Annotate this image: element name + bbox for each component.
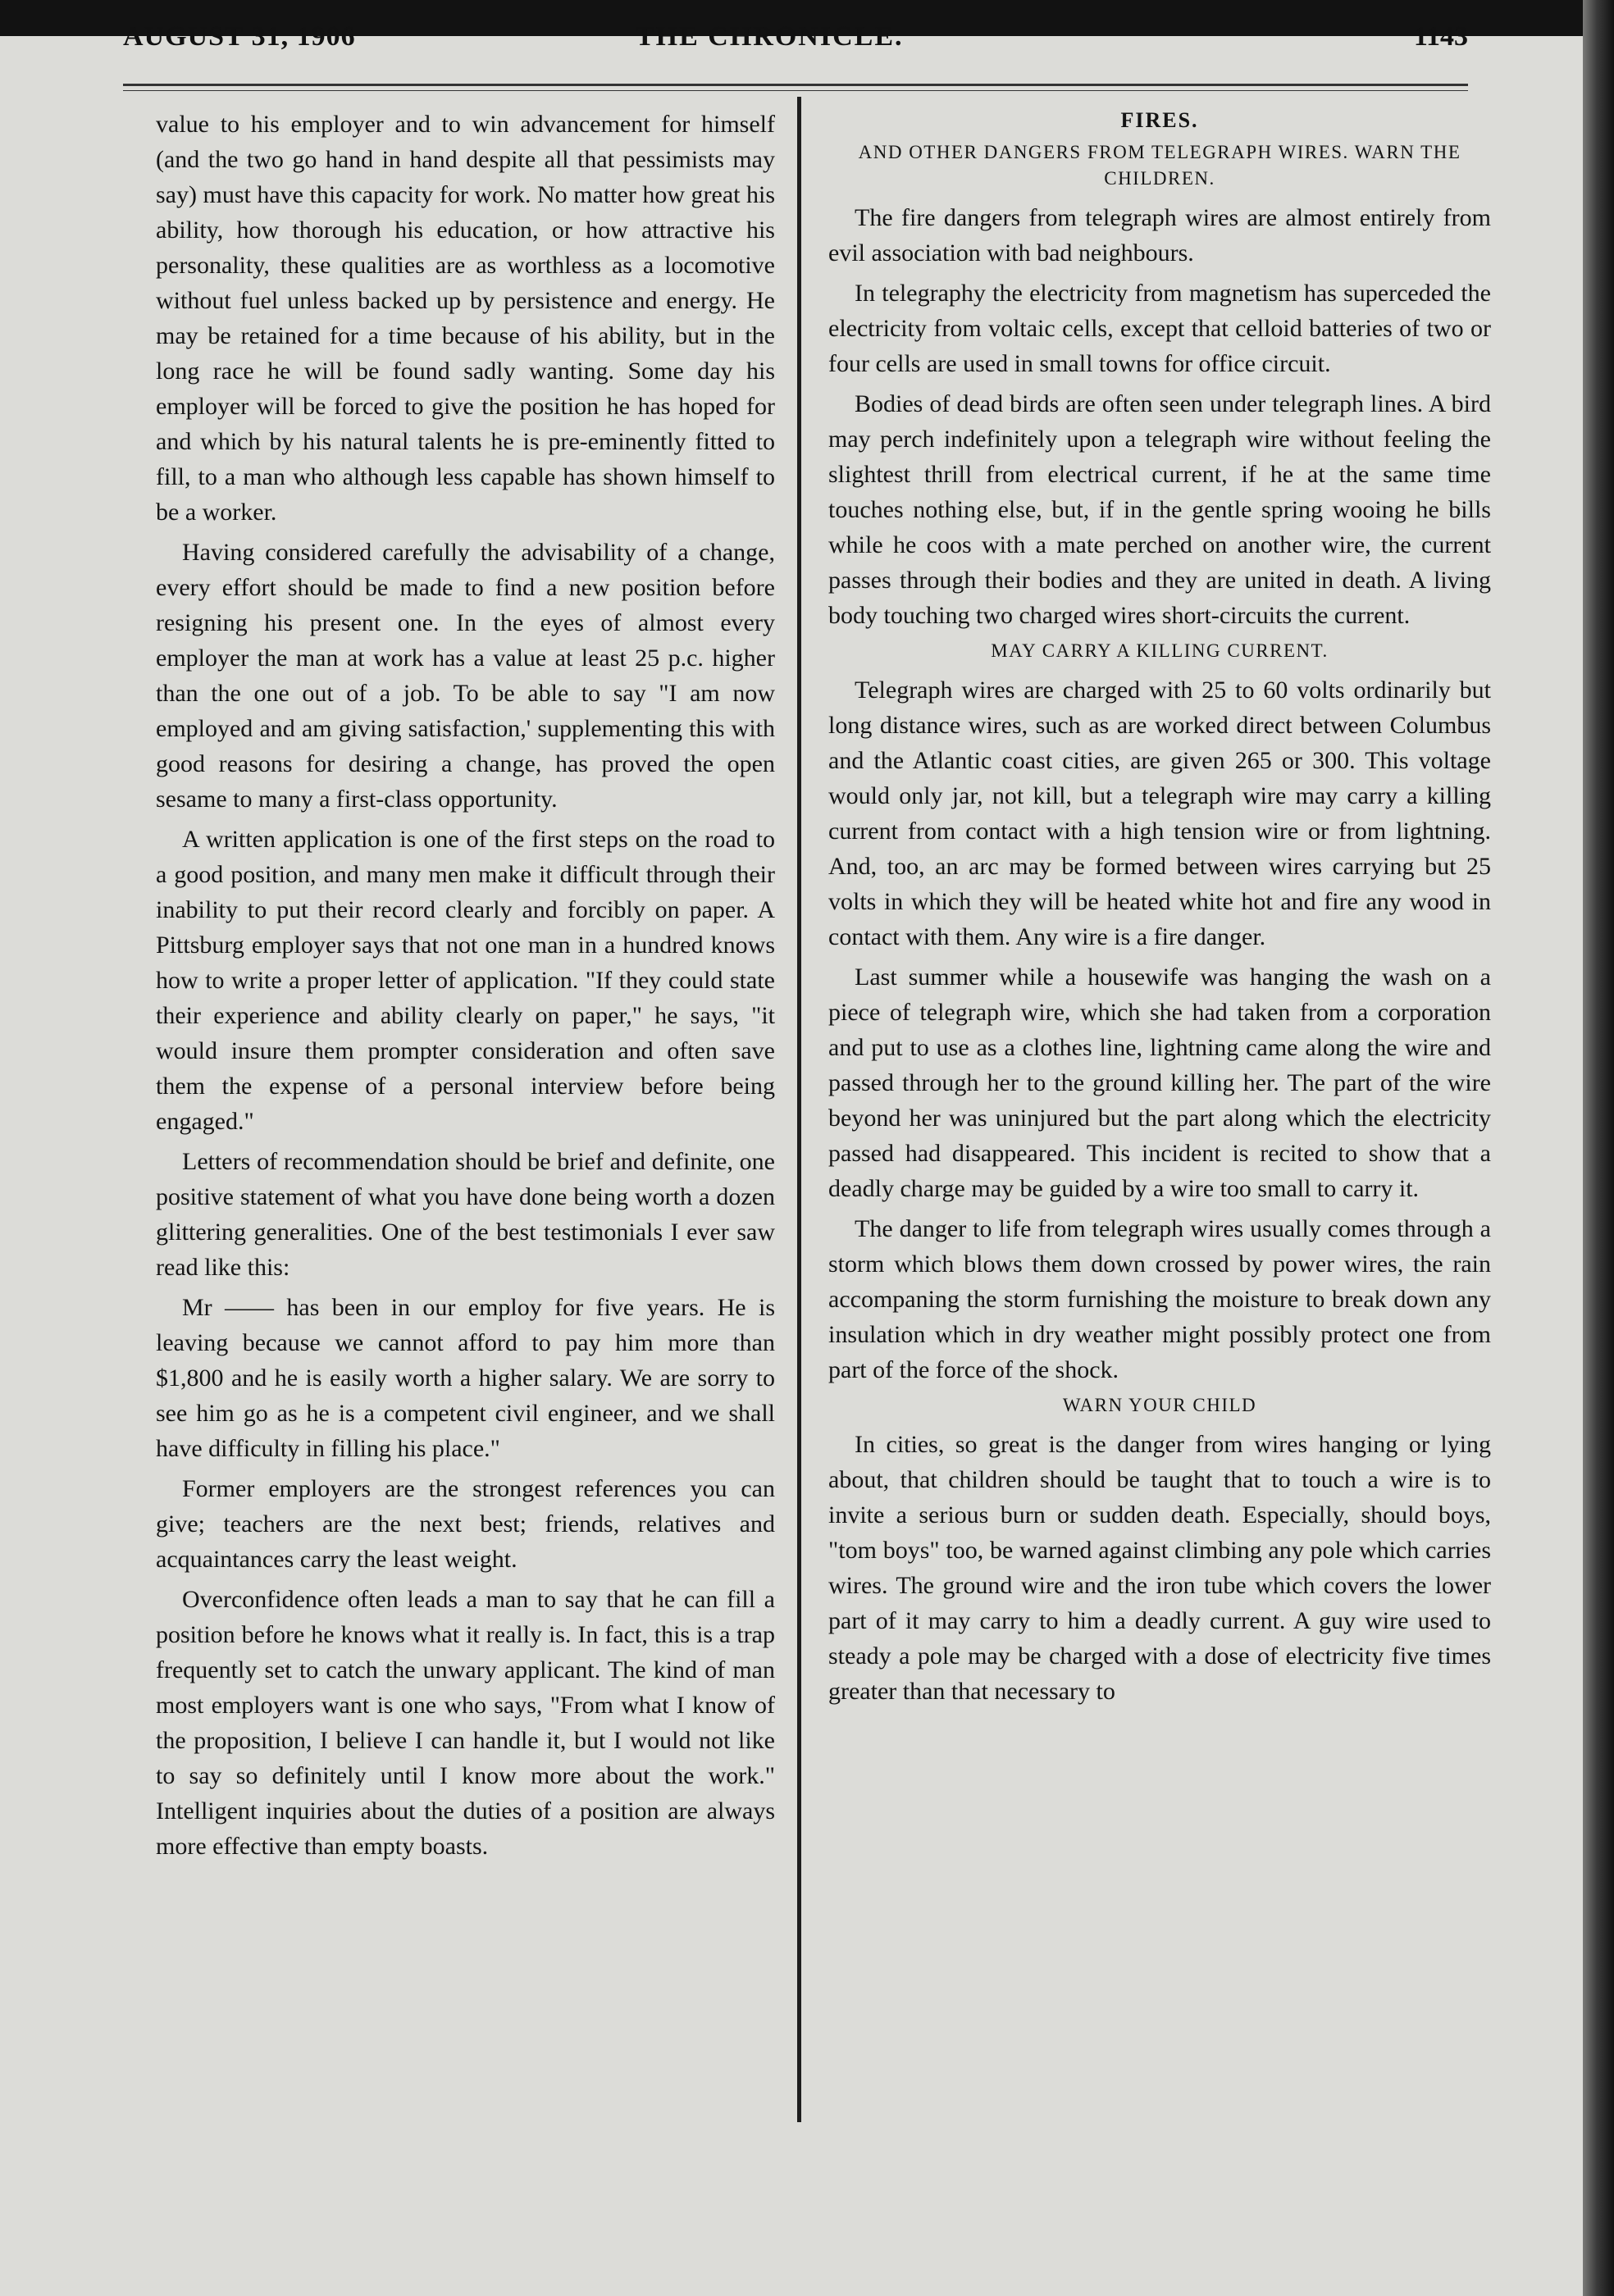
subheading-warn-your-child: WARN YOUR CHILD [1062,1395,1257,1415]
header-rule [123,84,1468,86]
left-testimonial-quote: Mr —— has been in our employ for five years. He is leaving because we cannot afford to pay him more than $1,800 and he is easily worth a higher salary. We are sorry to see him go as he is a competent civil engineer, and we shall have difficulty in filling his place." [156,1294,775,1462]
left-paragraph-3: A written application is one of the first steps on the road to a good position, and many men make it difficult through their inability to put their record clearly and forcibly on paper. A Pittsburg employer says that not one man in a hundred knows how to write a proper letter of application. "If they could state their experience and ability clearly on paper," he says, "it would insure them prompter consideration and often save them the expense of a personal interview before being engaged." [156,826,775,1135]
right-paragraph-5: Last summer while a housewife was hanging the wash on a piece of telegraph wire, which she had taken from a corporation and put to use as a clothes line, lightning came along the wire and passed through her to the ground killing her. The part of the wire beyond her was uninjured but the part along which the electricity passed had disappeared. This incident is recited to show that a deadly charge may be guided by a wire too small to carry it. [828,963,1491,1202]
left-paragraph-1: value to his employer and to win advancement for himself (and the two go hand in hand despite all that pessimists may say) must have this capacity for work. No matter how great his ability, how thorough his education, or how attractive his personality, these qualities are as worthless as a locomotive without fuel unless backed up by persistence and energy. He may be retained for a time because of his ability, but in the long race he will be found sadly wanting. Some day his employer will be forced to give the position he has hoped for and which by his natural talents he is pre-eminently fitted to fill, to a man who although less capable has shown himself to be a worker. [156,111,775,526]
right-paragraph-3: Bodies of dead birds are often seen under telegraph lines. A bird may perch indefinitely upon a telegraph wire without feeling the slightest thrill from electrical current, if he at the same time touches nothing else, but, if in the gentle spring wooing he bills while he coos with a mate perched on another wire, the current passes through their bodies and they are united in death. A living body touching two charged wires short-circuits the current. [828,390,1491,629]
right-paragraph-7: In cities, so great is the danger from wires hanging or lying about, that children should be taught that to touch a wire is to invite a serious burn or sudden death. Especially, should boys, "tom boys" too, be warned against climbing any pole which carries wires. The ground wire and the iron tube which covers the lower part of it may carry to him a deadly current. A guy wire used to steady a pole may be charged with a dose of electricity five times greater than that necessary to [828,1431,1491,1705]
left-paragraph-6: Former employers are the strongest references you can give; teachers are the next best; friends, relatives and acquaintances carry the least weight. [156,1475,775,1573]
right-column [828,107,1491,1714]
column-divider [797,97,801,2122]
right-paragraph-1: The fire dangers from telegraph wires are almost entirely from evil association with bad neighbours. [828,204,1491,266]
header-rule-thin [123,90,1468,91]
subheading-killing-current: MAY CARRY A KILLING CURRENT. [991,640,1329,661]
scan-binding-edge [1583,0,1614,2296]
page-header [123,21,1468,66]
right-paragraph-4: Telegraph wires are charged with 25 to 60 volts ordinarily but long distance wires, such as are worked direct between Columbus and the Atlantic coast cities, are given 265 or 300. This voltage would only jar, not kill, but a telegraph wire may carry a killing current from contact with a high tension wire or from lightning. And, too, an arc may be formed between wires carrying but 25 volts in which they will be heated white hot and fire any wood in contact with them. Any wire is a fire danger. [828,676,1491,950]
right-paragraph-6: The danger to life from telegraph wires usually comes through a storm which blows them down crossed by power wires, the rain accompaning the storm furnishing the moisture to break down any insulation which in dry weather might possibly protect one from part of the force of the shock. [828,1215,1491,1383]
header-title: THE CHRONICLE. [636,21,904,52]
left-paragraph-2: Having considered carefully the advisability of a change, every effort should be made to find a new position before resigning his present one. In the eyes of almost every employer the man at work has a value at least 25 p.c. higher than the one out of a job. To be able to say "I am now employed and am giving satisfaction,' supplementing this with good reasons for desiring a change, has proved the open sesame to many a first-class opportunity. [156,539,775,813]
header-date: AUGUST 31, 1906 [123,21,356,52]
left-paragraph-7: Overconfidence often leads a man to say that he can fill a position before he knows what it really is. In fact, this is a trap frequently set to catch the unwary applicant. The kind of man most employers want is one who says, "From what I know of the proposition, I believe I can handle it, but I would not like to say so definitely until I know more about the work." Intelligent inquiries about the duties of a position are always more effective than empty boasts. [156,1586,775,1860]
article-subtitle: AND OTHER DANGERS FROM TELEGRAPH WIRES. WARN THE CHILDREN. [858,142,1461,189]
header-page-number: 1143 [1413,21,1468,52]
article-title: FIRES. [1120,108,1199,132]
left-paragraph-4: Letters of recommendation should be brief and definite, one positive statement of what you have done being worth a dozen glittering generalities. One of the best testimonials I ever saw read like this: [156,1148,775,1281]
right-paragraph-2: In telegraphy the electricity from magnetism has superceded the electricity from voltaic cells, except that celloid batteries of two or four cells are used in small towns for office circuit. [828,280,1491,377]
left-column [156,107,775,1869]
